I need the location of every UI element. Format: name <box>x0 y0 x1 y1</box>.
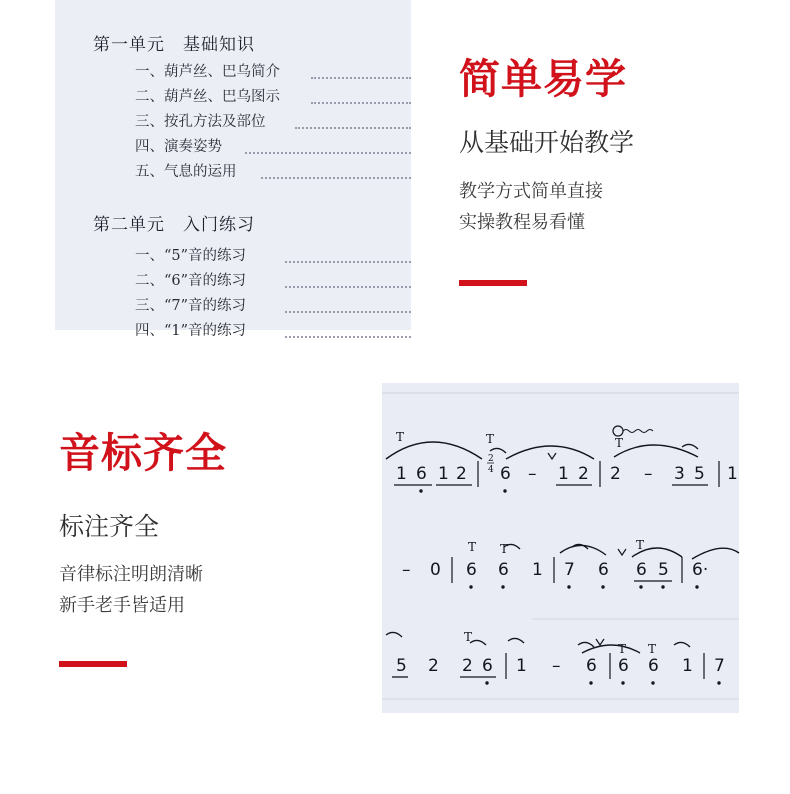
breath-arrow-mark <box>386 632 402 637</box>
toc-leader-dots <box>285 236 411 263</box>
toc-entry <box>135 135 280 160</box>
toc-entry <box>135 244 246 269</box>
note: 0 <box>430 560 441 580</box>
toc-entry-title: 四、“1”音的练习 <box>135 323 247 339</box>
section-1-subheading: 从基础开始教学 <box>459 128 635 157</box>
section-2-line: 新手老手皆适用 <box>59 595 185 616</box>
section-1-line: 实操教程易看懂 <box>459 212 585 233</box>
tonguing-mark: T <box>464 630 473 644</box>
note: – <box>528 464 537 484</box>
note: 6 <box>466 560 477 580</box>
tonguing-mark: T <box>636 538 645 552</box>
section-1-line: 教学方式简单直接 <box>459 181 603 202</box>
unit-1-title: 基础知识 <box>183 35 255 55</box>
note: 2 <box>610 464 621 484</box>
note: 6 <box>586 656 597 676</box>
unit-1-heading <box>93 30 255 55</box>
section-2-subheading: 标注齐全 <box>59 512 160 541</box>
toc-entry <box>135 319 246 344</box>
toc-entry <box>135 60 280 85</box>
note: – <box>552 656 561 676</box>
breath-arrow-mark <box>508 638 524 643</box>
low-octave-dot <box>567 585 570 588</box>
unit-2-number: 第二单元 <box>93 215 165 235</box>
note: 6 <box>416 464 427 484</box>
note: 6· <box>692 560 709 580</box>
toc-leader-dots <box>261 152 411 179</box>
note: 2 <box>462 656 473 676</box>
toc-leader-dots <box>285 261 411 288</box>
toc-entry-title: 五、气息的运用 <box>135 164 237 180</box>
vibrato-mark <box>618 549 626 555</box>
note: 6 <box>500 464 511 484</box>
tonguing-mark: T <box>500 542 509 556</box>
toc-entry <box>135 160 280 185</box>
low-octave-dot <box>621 681 624 684</box>
note: 7 <box>714 656 725 676</box>
unit-1-number: 第一单元 <box>93 35 165 55</box>
toc-entry-title: 二、葫芦丝、巴乌图示 <box>135 89 280 105</box>
low-octave-dot <box>501 585 504 588</box>
slur-mark <box>692 548 739 559</box>
low-octave-dot <box>661 585 664 588</box>
section-1-heading: 简单易学 <box>459 55 627 103</box>
note: 1 <box>532 560 543 580</box>
tonguing-mark: T <box>648 642 657 656</box>
time-signature-top: 2 <box>488 454 494 464</box>
ornament-circle-mark <box>613 426 623 436</box>
note: 6 <box>648 656 659 676</box>
note: – <box>402 560 411 580</box>
toc-entry-title: 四、演奏姿势 <box>135 139 222 155</box>
slur-mark <box>386 442 482 459</box>
note: 1 <box>516 656 527 676</box>
low-octave-dot <box>485 681 488 684</box>
toc-leader-dots <box>311 77 411 104</box>
score-row-2 <box>402 538 739 589</box>
breath-arrow-mark <box>490 448 506 453</box>
breath-arrow-mark <box>674 642 690 647</box>
slur-mark <box>560 545 606 555</box>
slur-mark <box>614 445 698 457</box>
time-signature-bottom: 4 <box>488 465 494 475</box>
score-sheet <box>382 383 739 713</box>
unit-1-list <box>135 60 280 185</box>
section-2-line: 音律标注明朗清晰 <box>59 564 203 585</box>
note: 5 <box>396 656 407 676</box>
section-1-description <box>459 176 603 238</box>
low-octave-dot <box>469 585 472 588</box>
section-2-accent-bar <box>59 661 127 667</box>
note: 1 <box>682 656 693 676</box>
low-octave-dot <box>639 585 642 588</box>
section-2-description <box>59 559 203 621</box>
low-octave-dot <box>589 681 592 684</box>
low-octave-dot <box>695 585 698 588</box>
note: 5 <box>694 464 705 484</box>
note: 6 <box>482 656 493 676</box>
numbered-notation-photo <box>382 383 739 713</box>
slur-mark <box>582 645 640 653</box>
tonguing-mark: T <box>486 432 495 446</box>
note: 1 <box>558 464 569 484</box>
section-2-heading: 音标齐全 <box>59 429 227 477</box>
vibrato-mark <box>548 453 556 459</box>
note: 6 <box>618 656 629 676</box>
unit-2-list <box>135 244 246 344</box>
trill-mark <box>623 430 653 433</box>
low-octave-dot <box>601 585 604 588</box>
toc-leader-dots <box>245 127 411 154</box>
note: 6 <box>498 560 509 580</box>
toc-entry-title: 一、“5”音的练习 <box>135 248 247 264</box>
breath-arrow-mark <box>470 640 486 645</box>
note: 1 <box>438 464 449 484</box>
low-octave-dot <box>419 489 422 492</box>
toc-entry <box>135 85 280 110</box>
note: 2 <box>456 464 467 484</box>
low-octave-dot <box>717 681 720 684</box>
toc-entry <box>135 294 246 319</box>
low-octave-dot <box>651 681 654 684</box>
toc-leader-dots <box>285 311 411 338</box>
tonguing-mark: T <box>615 436 624 450</box>
toc-entry-title: 三、“7”音的练习 <box>135 298 247 314</box>
tonguing-mark: T <box>618 642 627 656</box>
score-row-1 <box>386 426 738 493</box>
toc-leader-dots <box>311 52 411 79</box>
section-1-accent-bar <box>459 280 527 286</box>
toc-leader-dots <box>285 286 411 313</box>
vibrato-mark <box>596 639 604 645</box>
toc-entry-title: 一、葫芦丝、巴乌简介 <box>135 64 280 80</box>
note: 7 <box>564 560 575 580</box>
table-of-contents-photo <box>55 0 411 339</box>
toc-entry-title: 二、“6”音的练习 <box>135 273 247 289</box>
toc-entry <box>135 269 246 294</box>
score-row-3 <box>386 630 725 685</box>
breath-arrow-mark <box>578 642 594 647</box>
note: 6 <box>598 560 609 580</box>
low-octave-dot <box>503 489 506 492</box>
note: 6 <box>636 560 647 580</box>
note: – <box>644 464 653 484</box>
note: 3 <box>674 464 685 484</box>
note: 1 <box>727 464 738 484</box>
note: 1 <box>396 464 407 484</box>
toc-leader-dots <box>295 102 411 129</box>
breath-arrow-mark <box>682 444 698 449</box>
note: 2 <box>428 656 439 676</box>
tonguing-mark: T <box>396 430 405 444</box>
tonguing-mark: T <box>468 540 477 554</box>
note: 2 <box>578 464 589 484</box>
unit-2-title: 入门练习 <box>183 215 255 235</box>
note: 5 <box>658 560 669 580</box>
unit-2-heading <box>93 210 255 235</box>
toc-entry-title: 三、按孔方法及部位 <box>135 114 266 130</box>
